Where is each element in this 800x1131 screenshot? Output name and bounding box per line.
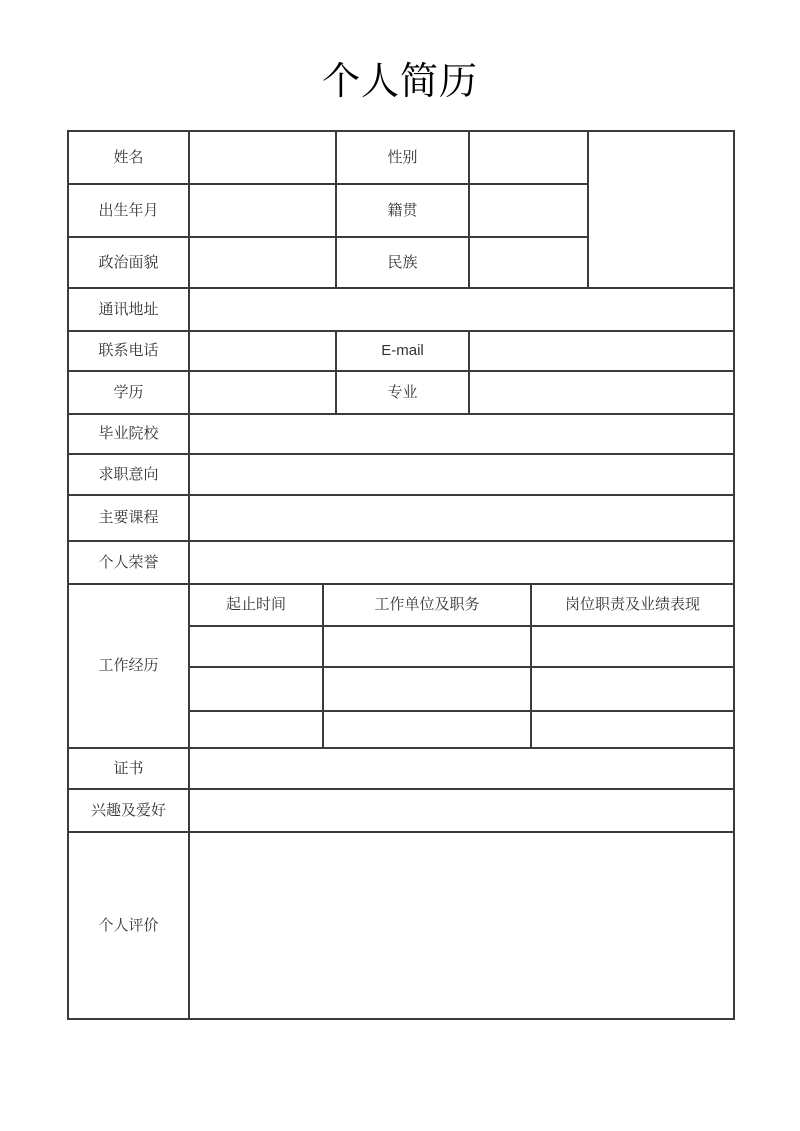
row-phone-email: [68, 331, 734, 371]
ethnic-field[interactable]: [469, 237, 588, 288]
email-field[interactable]: [469, 331, 734, 371]
row-objective: [68, 454, 734, 495]
row-cert: [68, 748, 734, 789]
work-time-field[interactable]: [189, 711, 323, 748]
objective-field[interactable]: [189, 454, 734, 495]
school-field[interactable]: [189, 414, 734, 454]
native-field[interactable]: [469, 184, 588, 237]
work-time-field[interactable]: [189, 626, 323, 667]
evaluation-field[interactable]: [189, 832, 734, 1019]
work-col-time: 起止时间: [189, 584, 323, 626]
row-degree-major: [68, 371, 734, 414]
work-duty-field[interactable]: [531, 711, 734, 748]
work-employer-field[interactable]: [323, 667, 531, 711]
phone-field[interactable]: [189, 331, 336, 371]
native-label: 籍贯: [336, 184, 469, 237]
degree-field[interactable]: [189, 371, 336, 414]
political-label: 政治面貌: [68, 237, 189, 288]
gender-label: 性别: [336, 131, 469, 184]
row-honors: [68, 541, 734, 584]
resume-table: [67, 130, 735, 1020]
major-field[interactable]: [469, 371, 734, 414]
hobby-label: 兴趣及爱好: [68, 789, 189, 832]
work-duty-field[interactable]: [531, 667, 734, 711]
work-col-duty: 岗位职责及业绩表现: [531, 584, 734, 626]
honors-field[interactable]: [189, 541, 734, 584]
work-col-employer: 工作单位及职务: [323, 584, 531, 626]
work-label: 工作经历: [68, 584, 189, 748]
phone-label: 联系电话: [68, 331, 189, 371]
address-label: 通讯地址: [68, 288, 189, 331]
birth-field[interactable]: [189, 184, 336, 237]
political-field[interactable]: [189, 237, 336, 288]
address-field[interactable]: [189, 288, 734, 331]
work-duty-field[interactable]: [531, 626, 734, 667]
row-courses: [68, 495, 734, 541]
name-label: 姓名: [68, 131, 189, 184]
major-label: 专业: [336, 371, 469, 414]
ethnic-label: 民族: [336, 237, 469, 288]
work-employer-field[interactable]: [323, 711, 531, 748]
birth-label: 出生年月: [68, 184, 189, 237]
school-label: 毕业院校: [68, 414, 189, 454]
honors-label: 个人荣誉: [68, 541, 189, 584]
page-title: 个人简历: [321, 59, 478, 103]
evaluation-label: 个人评价: [68, 832, 189, 1019]
name-field[interactable]: [189, 131, 336, 184]
row-work-header: [68, 584, 734, 626]
row-address: [68, 288, 734, 331]
cert-label: 证书: [68, 748, 189, 789]
courses-label: 主要课程: [68, 495, 189, 541]
degree-label: 学历: [68, 371, 189, 414]
cert-field[interactable]: [189, 748, 734, 789]
objective-label: 求职意向: [68, 454, 189, 495]
email-label: E-mail: [336, 331, 469, 371]
courses-field[interactable]: [189, 495, 734, 541]
row-hobby: [68, 789, 734, 832]
row-name-gender: [68, 131, 734, 184]
work-time-field[interactable]: [189, 667, 323, 711]
hobby-field[interactable]: [189, 789, 734, 832]
photo-cell[interactable]: [588, 131, 734, 288]
gender-field[interactable]: [469, 131, 588, 184]
row-evaluation: [68, 832, 734, 1019]
work-employer-field[interactable]: [323, 626, 531, 667]
row-school: [68, 414, 734, 454]
